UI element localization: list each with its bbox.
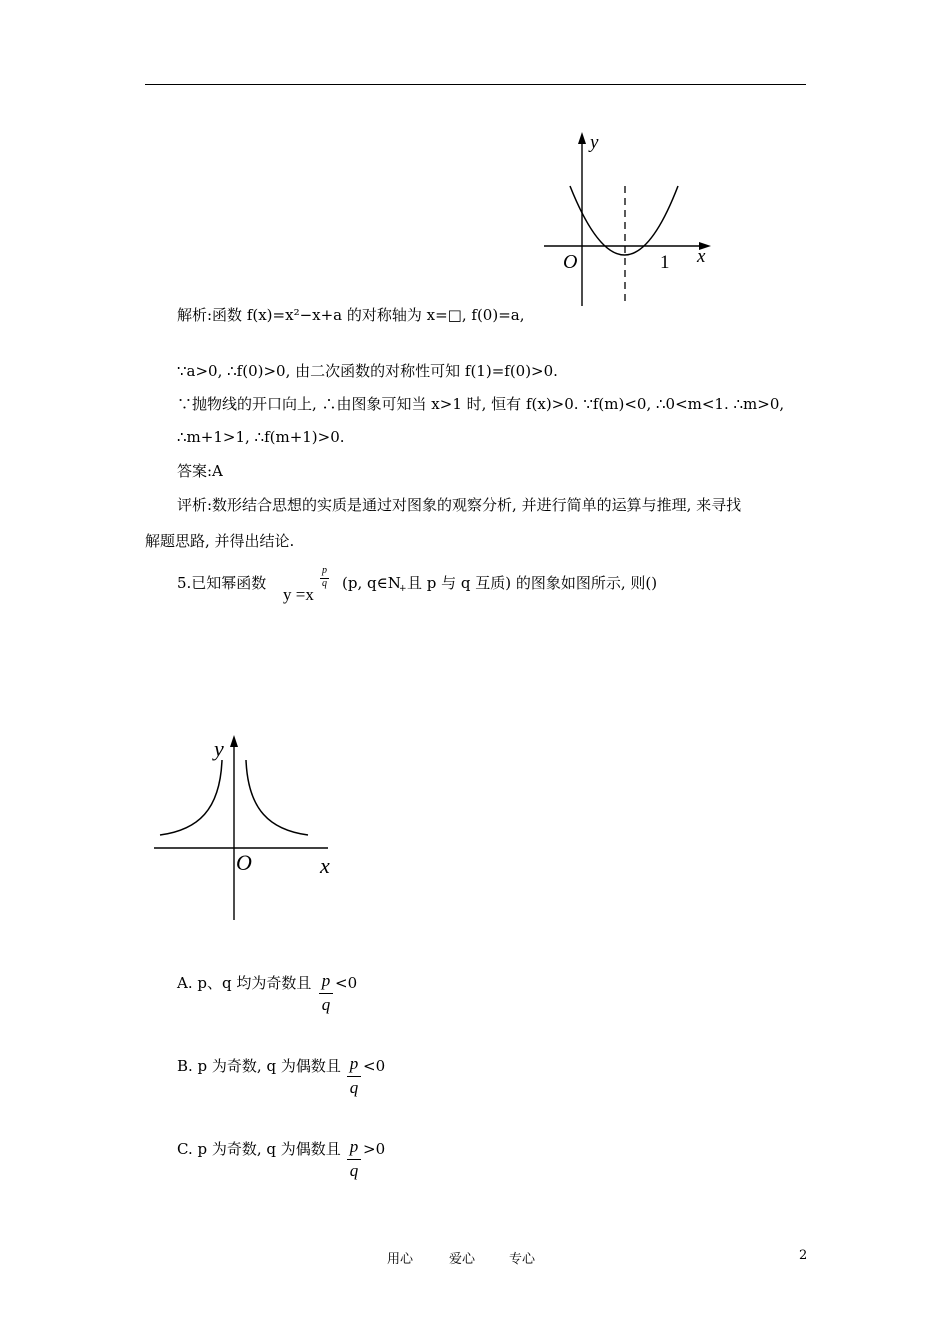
comment-line-2: 解题思路, 并得出结论.: [145, 532, 295, 550]
option-c-bar: [347, 1159, 361, 1160]
comment-line-1: 评析:数形结合思想的实质是通过对图象的观察分析, 并进行简单的运算与推理, 来寻找: [177, 496, 742, 514]
header-rule: [145, 84, 806, 85]
question-5: [177, 565, 797, 611]
fig2-origin-label: O: [236, 850, 252, 875]
fig1-x-label: x: [697, 246, 706, 267]
question-5-suffix-2: 且 p 与 q 互质) 的图象如图所示, 则(): [407, 574, 658, 592]
question-5-subscript: +: [399, 584, 407, 594]
option-c-rel: >0: [363, 1140, 386, 1158]
option-c-num: p: [349, 1137, 359, 1156]
solution-line-1: 解析:函数 f(x)=x²−x+a 的对称轴为 x=□, f(0)=a,: [177, 306, 525, 324]
question-5-exp-num: p: [322, 565, 327, 576]
fig1-one-label: 1: [660, 252, 670, 273]
option-a-den: q: [321, 995, 331, 1014]
page-number: 2: [799, 1248, 808, 1263]
option-a-rel: <0: [335, 974, 358, 992]
solution-line-2: ∵a>0, ∴f(0)>0, 由二次函数的对称性可知 f(1)=f(0)>0.: [177, 362, 558, 380]
fig1-y-label: y: [590, 132, 599, 153]
option-a-num: p: [321, 971, 331, 990]
fig2-y-label: y: [214, 736, 224, 761]
question-5-suffix: (p, q∈N: [342, 574, 401, 592]
power-function-figure: [150, 730, 350, 925]
question-5-prefix: 5.已知幂函数: [177, 574, 267, 592]
footer-middle: 爱心: [449, 1252, 476, 1267]
option-b-den: q: [349, 1078, 359, 1097]
footer-left: 用心: [387, 1252, 414, 1267]
parabola-figure: [540, 128, 720, 310]
option-b-text: B. p 为奇数, q 为偶数且: [177, 1057, 341, 1075]
option-b-bar: [347, 1076, 361, 1077]
footer-right: 专心: [509, 1252, 536, 1267]
question-5-formula: y =x: [283, 585, 314, 604]
question-5-exp-den: q: [322, 578, 327, 589]
option-a: [177, 970, 477, 1020]
fig2-x-label: x: [320, 853, 330, 878]
option-a-bar: [319, 993, 333, 994]
option-a-text: A. p、q 均为奇数且: [177, 974, 312, 992]
option-b: [177, 1053, 477, 1103]
answer-line: 答案:A: [177, 462, 223, 480]
option-b-rel: <0: [363, 1057, 386, 1075]
solution-line-3: ∵抛物线的开口向上, ∴由图象可知当 x>1 时, 恒有 f(x)>0. ∵f(m)<0, ∴0<m<1. ∴m>0,: [177, 395, 785, 413]
option-c-text: C. p 为奇数, q 为偶数且: [177, 1140, 341, 1158]
option-c-den: q: [349, 1161, 359, 1180]
option-c: [177, 1136, 477, 1186]
option-b-num: p: [349, 1054, 359, 1073]
fig1-origin-label: O: [563, 251, 578, 273]
solution-line-4: ∴m+1>1, ∴f(m+1)>0.: [177, 428, 345, 446]
